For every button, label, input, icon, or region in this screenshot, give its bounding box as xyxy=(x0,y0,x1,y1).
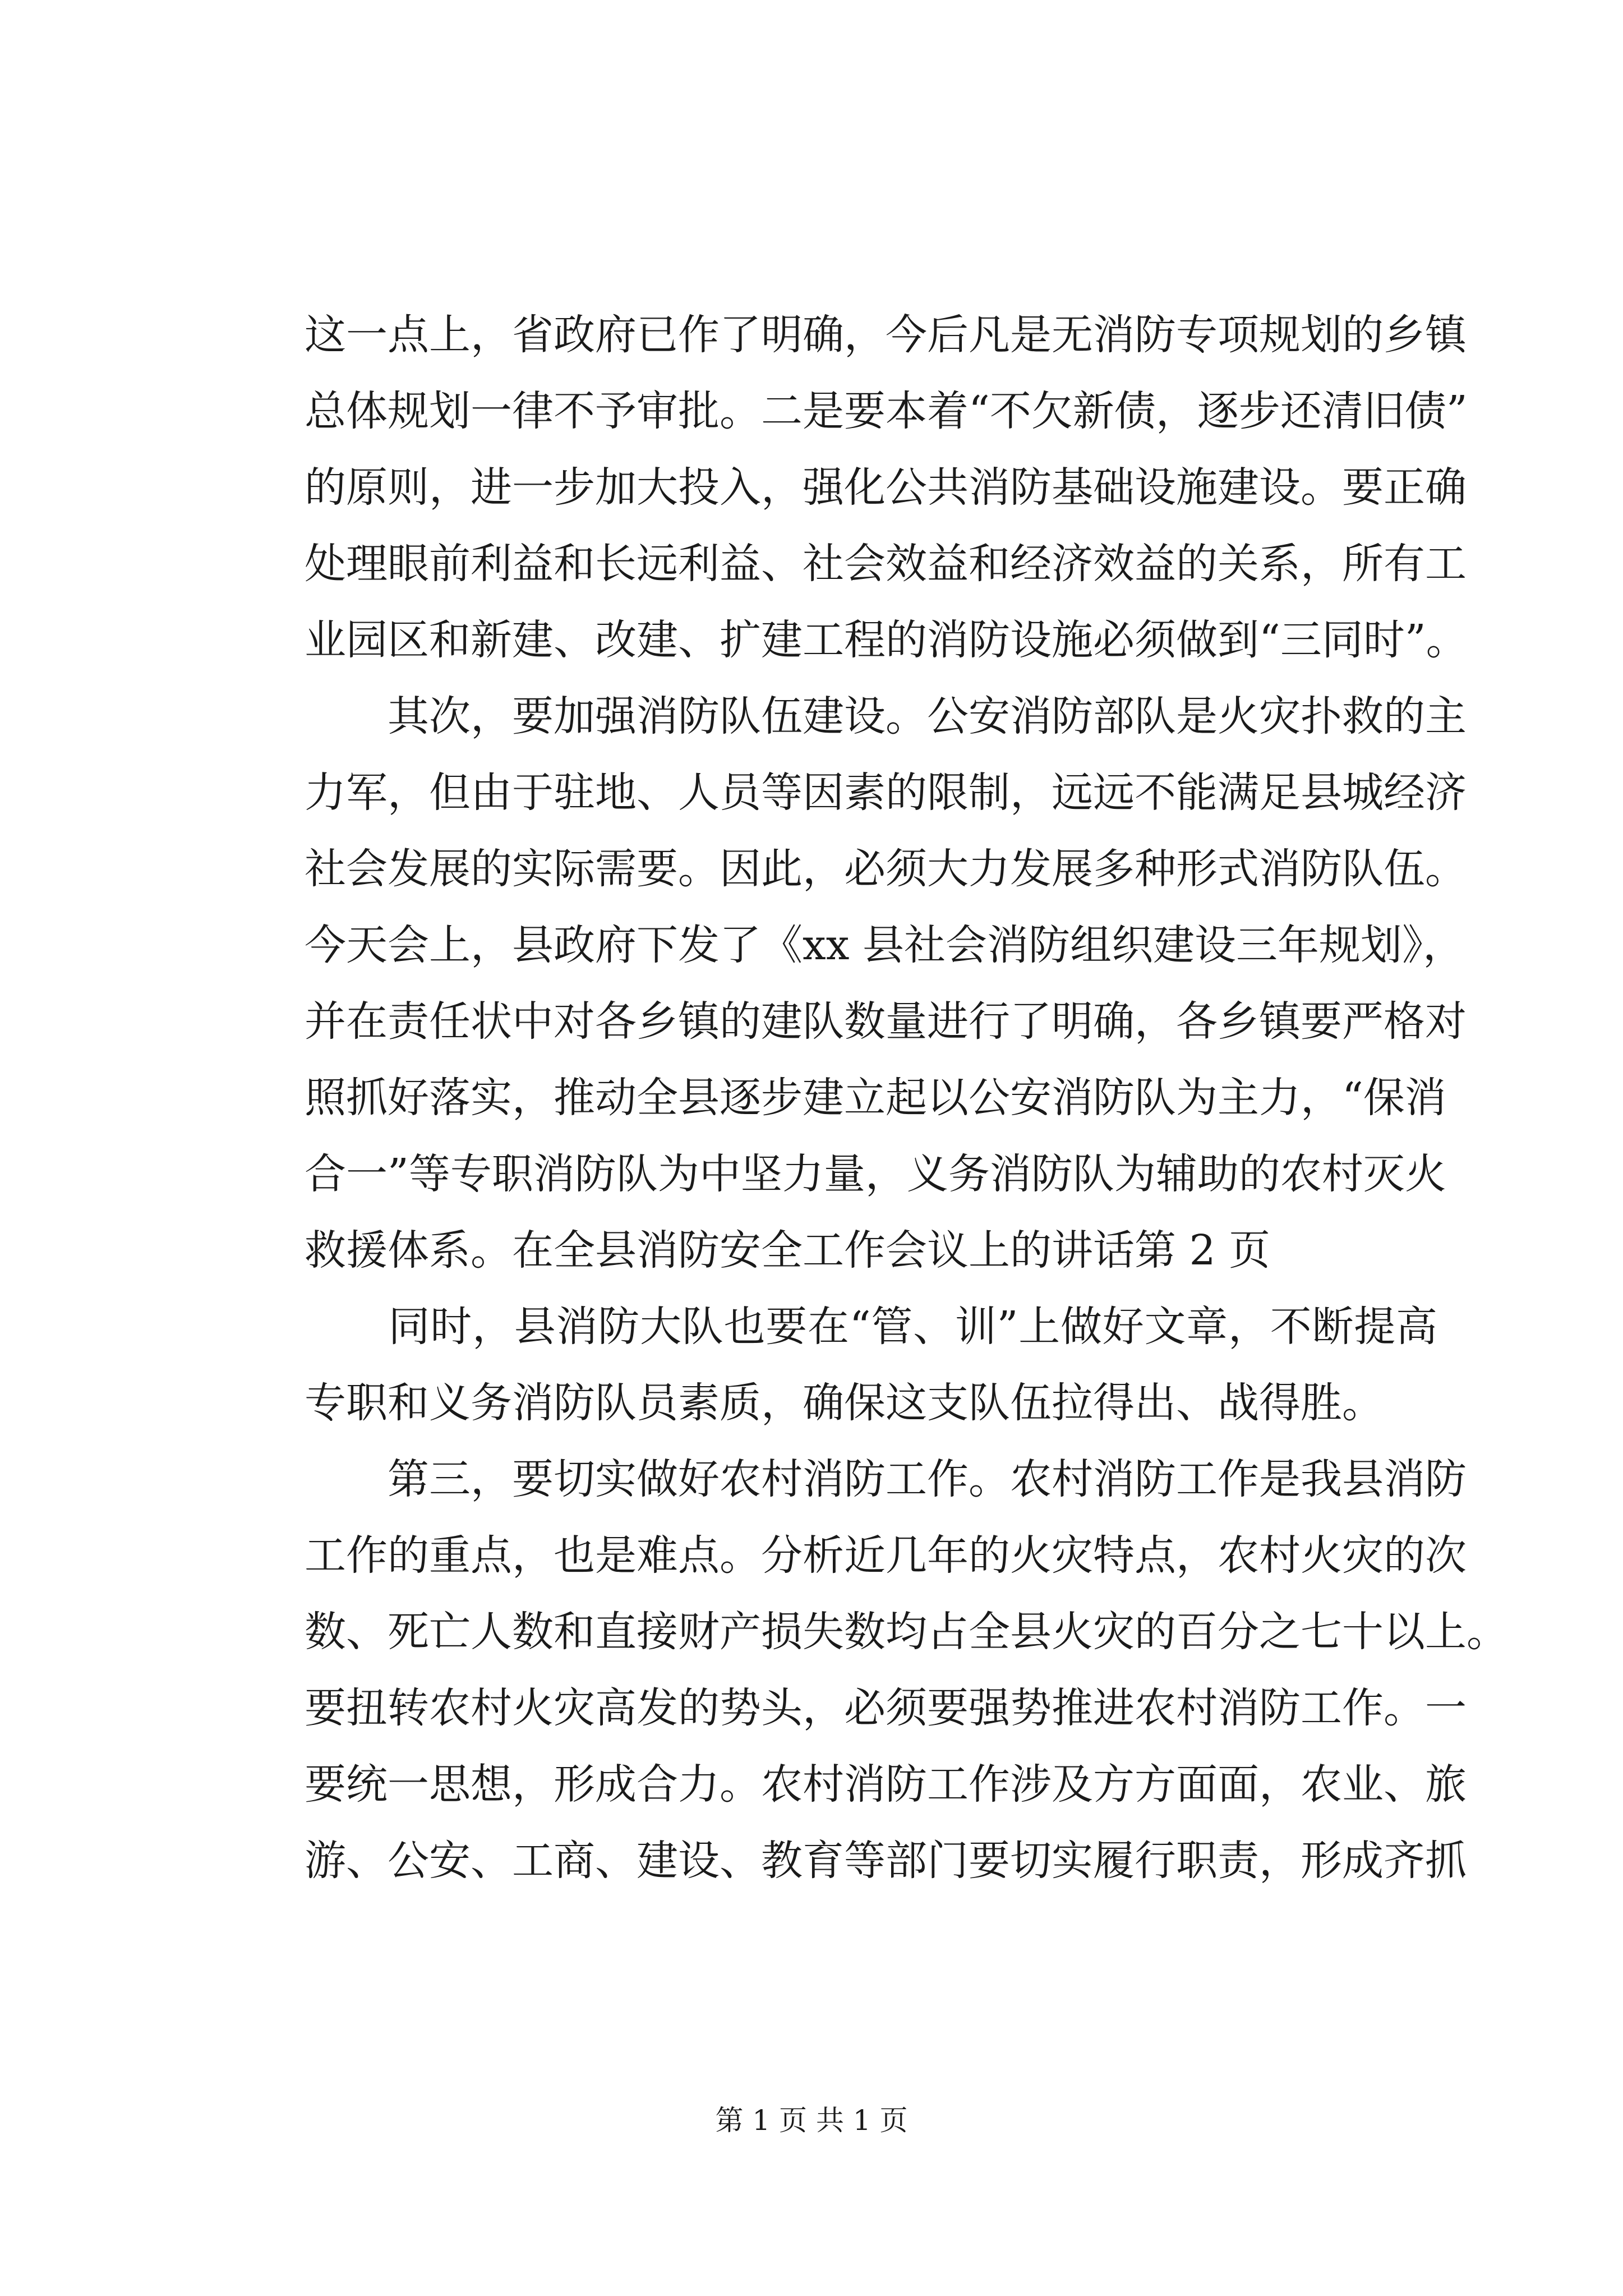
text-line: 数、死亡人数和直接财产损失数均占全县火灾的百分之七十以上。 xyxy=(305,1608,1508,1656)
text-line: 处理眼前利益和长远利益、社会效益和经济效益的关系，所有工 xyxy=(305,540,1467,588)
text-line: 这一点上，省政府已作了明确，今后凡是无消防专项规划的乡镇 xyxy=(305,311,1467,359)
text-line: 的原则，进一步加大投入，强化公共消防基础设施建设。要正确 xyxy=(305,463,1467,512)
text-line: 游、公安、工商、建设、教育等部门要切实履行职责，形成齐抓 xyxy=(305,1837,1467,1885)
text-line: 要统一思想，形成合力。农村消防工作涉及方方面面，农业、旅 xyxy=(305,1760,1467,1809)
text-line: 总体规划一律不予审批。二是要本着“不欠新债，逐步还清旧债” xyxy=(305,387,1468,435)
document-body xyxy=(305,297,1508,1899)
text-line: 社会发展的实际需要。因此，必须大力发展多种形式消防队伍。 xyxy=(305,845,1467,893)
text-line: 专职和义务消防队员素质，确保这支队伍拉得出、战得胜。 xyxy=(305,1379,1384,1427)
text-line: 其次，要加强消防队伍建设。公安消防部队是火灾扑救的主 xyxy=(305,692,1467,740)
text-line: 今天会上，县政府下发了《xx 县社会消防组织建设三年规划》， xyxy=(305,921,1464,969)
page-footer xyxy=(0,2102,1623,2138)
text-line: 要扭转农村火灾高发的势头，必须要强势推进农村消防工作。一 xyxy=(305,1684,1467,1732)
text-line: 并在责任状中对各乡镇的建队数量进行了明确，各乡镇要严格对 xyxy=(305,997,1467,1046)
text-line: 合一”等专职消防队为中坚力量，义务消防队为辅助的农村灭火 xyxy=(305,1150,1446,1198)
text-line: 同时，县消防大队也要在“管、训”上做好文章，不断提高 xyxy=(305,1303,1437,1351)
text-line: 救援体系。在全县消防安全工作会议上的讲话第 2 页 xyxy=(305,1226,1271,1274)
text-line: 业园区和新建、改建、扩建工程的消防设施必须做到“三同时”。 xyxy=(305,616,1468,664)
text-line: 第三，要切实做好农村消防工作。农村消防工作是我县消防 xyxy=(305,1455,1467,1503)
text-line: 照抓好落实，推动全县逐步建立起以公安消防队为主力，“保消 xyxy=(305,1074,1446,1122)
page-number-label: 第 1 页 共 1 页 xyxy=(715,2104,908,2137)
text-line: 力军，但由于驻地、人员等因素的限制，远远不能满足县城经济 xyxy=(305,769,1467,817)
text-line: 工作的重点，也是难点。分析近几年的火灾特点，农村火灾的次 xyxy=(305,1531,1467,1580)
